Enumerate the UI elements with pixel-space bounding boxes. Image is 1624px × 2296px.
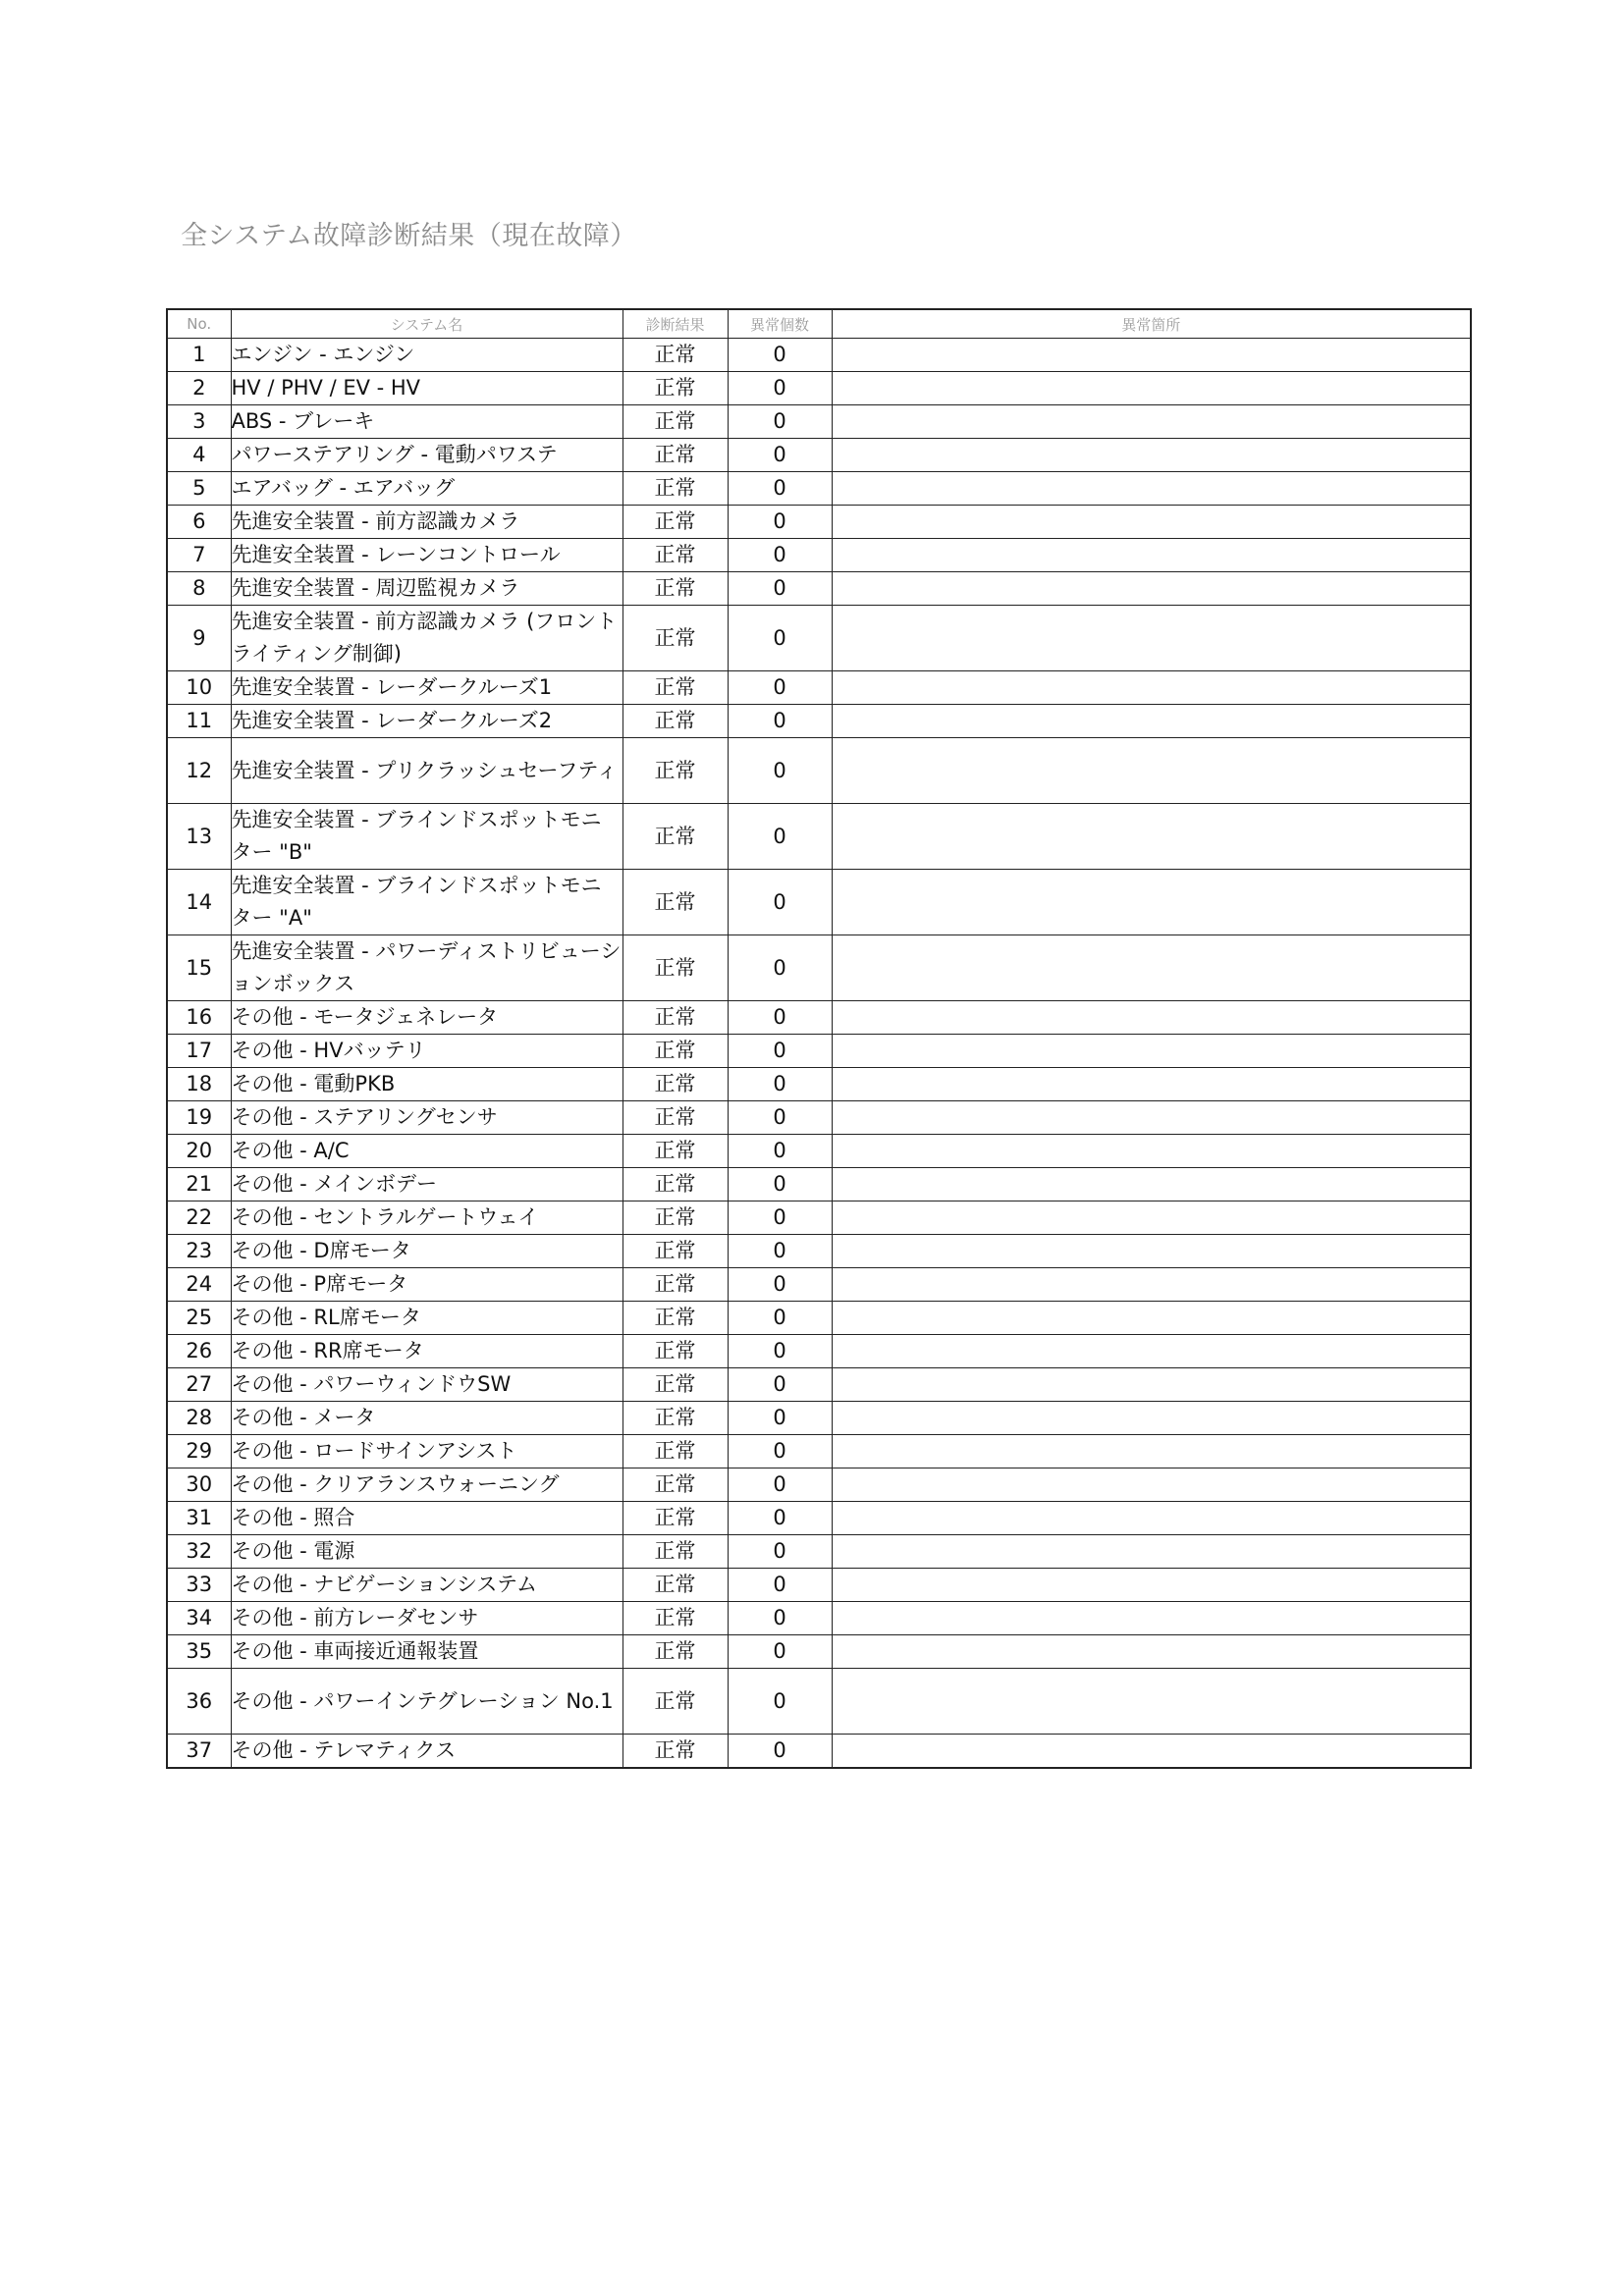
row-diagnosis-result: 正常 [623,1268,728,1302]
row-fault-location [832,738,1471,804]
table-row [167,1502,1471,1535]
row-system-name: パワーステアリング - 電動パワステ [231,439,623,472]
row-fault-location [832,935,1471,1001]
row-no: 31 [167,1502,231,1535]
row-no: 28 [167,1402,231,1435]
row-diagnosis-result: 正常 [623,1035,728,1068]
row-system-name: その他 - パワーインテグレーション No.1 [231,1669,623,1735]
table-header-row [167,309,1471,339]
row-fault-location [832,572,1471,606]
row-fault-count: 0 [728,1735,832,1769]
row-fault-count: 0 [728,339,832,372]
table-row [167,1735,1471,1769]
table-row [167,1101,1471,1135]
row-system-name: 先進安全装置 - パワーディストリビューションボックス [231,935,623,1001]
row-diagnosis-result: 正常 [623,738,728,804]
row-fault-location [832,1535,1471,1569]
row-system-name: ABS - ブレーキ [231,405,623,439]
row-fault-count: 0 [728,472,832,506]
row-fault-count: 0 [728,1368,832,1402]
row-fault-location [832,606,1471,671]
row-fault-count: 0 [728,1068,832,1101]
row-fault-count: 0 [728,1635,832,1669]
row-diagnosis-result: 正常 [623,1368,728,1402]
row-fault-location [832,405,1471,439]
row-no: 34 [167,1602,231,1635]
row-no: 36 [167,1669,231,1735]
row-diagnosis-result: 正常 [623,1435,728,1468]
row-no: 3 [167,405,231,439]
header-no: No. [167,309,231,339]
row-system-name: 先進安全装置 - 前方認識カメラ (フロントライティング制御) [231,606,623,671]
row-diagnosis-result: 正常 [623,539,728,572]
row-fault-count: 0 [728,606,832,671]
table-row [167,1602,1471,1635]
row-system-name: その他 - 照合 [231,1502,623,1535]
row-no: 10 [167,671,231,705]
row-system-name: 先進安全装置 - レーダークルーズ2 [231,705,623,738]
row-fault-location [832,1001,1471,1035]
row-fault-count: 0 [728,372,832,405]
row-system-name: その他 - ロードサインアシスト [231,1435,623,1468]
row-system-name: その他 - テレマティクス [231,1735,623,1769]
row-diagnosis-result: 正常 [623,1535,728,1569]
table-row [167,1468,1471,1502]
row-fault-count: 0 [728,405,832,439]
table-row [167,1035,1471,1068]
row-no: 18 [167,1068,231,1101]
row-diagnosis-result: 正常 [623,671,728,705]
row-system-name: その他 - ステアリングセンサ [231,1101,623,1135]
header-system-name: システム名 [231,309,623,339]
header-fault-count: 異常個数 [728,309,832,339]
row-fault-location [832,1602,1471,1635]
row-diagnosis-result: 正常 [623,1201,728,1235]
row-no: 23 [167,1235,231,1268]
table-row [167,935,1471,1001]
row-no: 5 [167,472,231,506]
row-fault-count: 0 [728,870,832,935]
row-no: 35 [167,1635,231,1669]
table-row [167,472,1471,506]
table-row [167,372,1471,405]
row-fault-count: 0 [728,1502,832,1535]
row-fault-count: 0 [728,1201,832,1235]
row-fault-location [832,1502,1471,1535]
row-system-name: 先進安全装置 - 周辺監視カメラ [231,572,623,606]
row-fault-count: 0 [728,1035,832,1068]
row-diagnosis-result: 正常 [623,572,728,606]
table-row [167,439,1471,472]
row-diagnosis-result: 正常 [623,439,728,472]
row-system-name: その他 - A/C [231,1135,623,1168]
table-row [167,1669,1471,1735]
table-row [167,1001,1471,1035]
row-fault-location [832,372,1471,405]
row-fault-location [832,870,1471,935]
row-system-name: その他 - P席モータ [231,1268,623,1302]
row-no: 13 [167,804,231,870]
row-diagnosis-result: 正常 [623,804,728,870]
row-system-name: その他 - RR席モータ [231,1335,623,1368]
row-fault-location [832,1168,1471,1201]
row-fault-count: 0 [728,935,832,1001]
row-fault-location [832,1068,1471,1101]
table-row [167,1135,1471,1168]
row-fault-count: 0 [728,1302,832,1335]
table-row [167,1201,1471,1235]
row-fault-count: 0 [728,738,832,804]
table-row [167,506,1471,539]
row-fault-location [832,472,1471,506]
row-fault-count: 0 [728,1535,832,1569]
table-row [167,870,1471,935]
row-no: 17 [167,1035,231,1068]
row-diagnosis-result: 正常 [623,1635,728,1669]
row-no: 11 [167,705,231,738]
row-no: 15 [167,935,231,1001]
row-system-name: 先進安全装置 - ブラインドスポットモニター "A" [231,870,623,935]
row-diagnosis-result: 正常 [623,1302,728,1335]
table-row [167,1268,1471,1302]
row-no: 9 [167,606,231,671]
table-row [167,1335,1471,1368]
row-system-name: その他 - ナビゲーションシステム [231,1569,623,1602]
row-fault-count: 0 [728,1435,832,1468]
row-no: 32 [167,1535,231,1569]
row-fault-count: 0 [728,705,832,738]
row-diagnosis-result: 正常 [623,1001,728,1035]
row-system-name: その他 - RL席モータ [231,1302,623,1335]
row-fault-location [832,1569,1471,1602]
row-system-name: その他 - HVバッテリ [231,1035,623,1068]
row-diagnosis-result: 正常 [623,472,728,506]
row-system-name: その他 - D席モータ [231,1235,623,1268]
row-diagnosis-result: 正常 [623,1468,728,1502]
row-fault-count: 0 [728,539,832,572]
row-fault-location [832,671,1471,705]
table-row [167,671,1471,705]
row-fault-location [832,1669,1471,1735]
row-diagnosis-result: 正常 [623,1669,728,1735]
row-system-name: 先進安全装置 - 前方認識カメラ [231,506,623,539]
row-fault-count: 0 [728,1235,832,1268]
row-fault-count: 0 [728,572,832,606]
row-no: 30 [167,1468,231,1502]
row-fault-count: 0 [728,1402,832,1435]
row-system-name: HV / PHV / EV - HV [231,372,623,405]
row-fault-location [832,705,1471,738]
table-row [167,705,1471,738]
row-diagnosis-result: 正常 [623,1235,728,1268]
row-fault-count: 0 [728,1602,832,1635]
table-row [167,339,1471,372]
row-diagnosis-result: 正常 [623,935,728,1001]
row-diagnosis-result: 正常 [623,1068,728,1101]
row-diagnosis-result: 正常 [623,1402,728,1435]
row-system-name: その他 - メータ [231,1402,623,1435]
table-row [167,1235,1471,1268]
row-diagnosis-result: 正常 [623,606,728,671]
table-row [167,1635,1471,1669]
row-system-name: 先進安全装置 - レーンコントロール [231,539,623,572]
row-diagnosis-result: 正常 [623,1101,728,1135]
row-diagnosis-result: 正常 [623,372,728,405]
row-no: 29 [167,1435,231,1468]
row-fault-location [832,539,1471,572]
row-no: 26 [167,1335,231,1368]
row-system-name: エンジン - エンジン [231,339,623,372]
row-system-name: その他 - 電動PKB [231,1068,623,1101]
row-diagnosis-result: 正常 [623,1502,728,1535]
table-row [167,1402,1471,1435]
table-row [167,1368,1471,1402]
row-fault-location [832,1335,1471,1368]
row-no: 16 [167,1001,231,1035]
row-fault-location [832,1035,1471,1068]
row-fault-count: 0 [728,1468,832,1502]
row-fault-location [832,1235,1471,1268]
row-no: 4 [167,439,231,472]
table-row [167,738,1471,804]
row-fault-count: 0 [728,1168,832,1201]
row-no: 37 [167,1735,231,1769]
row-system-name: エアバッグ - エアバッグ [231,472,623,506]
row-diagnosis-result: 正常 [623,1735,728,1769]
row-no: 33 [167,1569,231,1602]
row-diagnosis-result: 正常 [623,1602,728,1635]
row-fault-location [832,1368,1471,1402]
table-row [167,1068,1471,1101]
row-system-name: その他 - 電源 [231,1535,623,1569]
row-fault-location [832,1101,1471,1135]
row-fault-location [832,339,1471,372]
row-no: 24 [167,1268,231,1302]
row-diagnosis-result: 正常 [623,1335,728,1368]
row-fault-location [832,1201,1471,1235]
row-no: 6 [167,506,231,539]
table-row [167,1435,1471,1468]
row-fault-location [832,1435,1471,1468]
row-fault-location [832,1735,1471,1769]
page-title: 全システム故障診断結果（現在故障） [181,221,637,251]
row-no: 19 [167,1101,231,1135]
row-system-name: 先進安全装置 - ブラインドスポットモニター "B" [231,804,623,870]
row-no: 12 [167,738,231,804]
diagnosis-table [166,308,1472,1769]
row-system-name: その他 - パワーウィンドウSW [231,1368,623,1402]
row-fault-count: 0 [728,1001,832,1035]
row-no: 8 [167,572,231,606]
row-diagnosis-result: 正常 [623,339,728,372]
table-row [167,1302,1471,1335]
row-no: 27 [167,1368,231,1402]
row-diagnosis-result: 正常 [623,506,728,539]
row-system-name: 先進安全装置 - プリクラッシュセーフティ [231,738,623,804]
row-fault-location [832,804,1471,870]
table-body [167,339,1471,1769]
row-fault-count: 0 [728,1268,832,1302]
table-row [167,1168,1471,1201]
header-diagnosis-result: 診断結果 [623,309,728,339]
table-row [167,405,1471,439]
table-row [167,804,1471,870]
row-diagnosis-result: 正常 [623,1168,728,1201]
row-fault-location [832,439,1471,472]
row-fault-count: 0 [728,1135,832,1168]
row-no: 21 [167,1168,231,1201]
row-fault-location [832,1268,1471,1302]
table-row [167,539,1471,572]
row-fault-location [832,1135,1471,1168]
row-no: 7 [167,539,231,572]
row-system-name: その他 - メインボデー [231,1168,623,1201]
row-system-name: その他 - 前方レーダセンサ [231,1602,623,1635]
row-fault-location [832,506,1471,539]
row-fault-count: 0 [728,804,832,870]
row-no: 20 [167,1135,231,1168]
row-fault-count: 0 [728,1101,832,1135]
row-system-name: その他 - モータジェネレータ [231,1001,623,1035]
row-system-name: その他 - 車両接近通報装置 [231,1635,623,1669]
row-fault-location [832,1402,1471,1435]
row-fault-count: 0 [728,506,832,539]
row-diagnosis-result: 正常 [623,405,728,439]
header-fault-location: 異常箇所 [832,309,1471,339]
row-no: 2 [167,372,231,405]
row-fault-location [832,1468,1471,1502]
row-fault-count: 0 [728,1569,832,1602]
row-system-name: その他 - セントラルゲートウェイ [231,1201,623,1235]
row-fault-count: 0 [728,439,832,472]
row-system-name: その他 - クリアランスウォーニング [231,1468,623,1502]
row-diagnosis-result: 正常 [623,870,728,935]
row-no: 22 [167,1201,231,1235]
row-diagnosis-result: 正常 [623,1569,728,1602]
table-row [167,1535,1471,1569]
table-row [167,1569,1471,1602]
row-no: 1 [167,339,231,372]
row-diagnosis-result: 正常 [623,705,728,738]
table-row [167,572,1471,606]
row-fault-location [832,1302,1471,1335]
table-row [167,606,1471,671]
row-fault-count: 0 [728,671,832,705]
row-fault-count: 0 [728,1335,832,1368]
row-fault-count: 0 [728,1669,832,1735]
row-fault-location [832,1635,1471,1669]
row-diagnosis-result: 正常 [623,1135,728,1168]
row-no: 14 [167,870,231,935]
row-system-name: 先進安全装置 - レーダークルーズ1 [231,671,623,705]
row-no: 25 [167,1302,231,1335]
